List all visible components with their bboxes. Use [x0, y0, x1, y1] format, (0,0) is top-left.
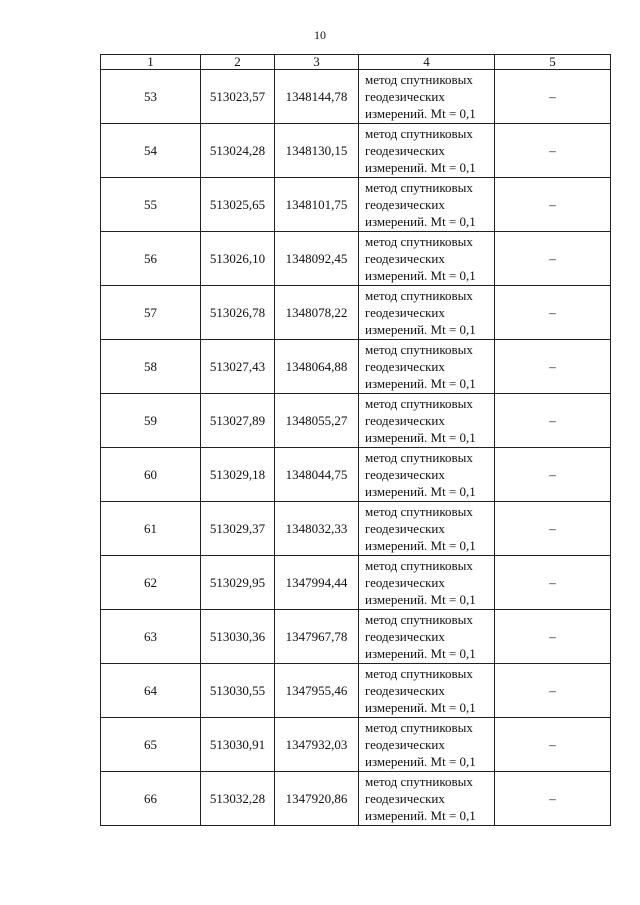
method-line: метод спутниковых	[365, 774, 473, 789]
coord-y: 1347920,86	[275, 772, 359, 826]
extra-cell: –	[495, 772, 611, 826]
method-line: измерений. Mt = 0,1	[365, 484, 476, 499]
method-line: метод спутниковых	[365, 450, 473, 465]
method-cell	[359, 70, 495, 124]
method-line: измерений. Mt = 0,1	[365, 538, 476, 553]
coord-x: 513024,28	[201, 124, 275, 178]
extra-cell: –	[495, 178, 611, 232]
header-row	[101, 55, 611, 70]
method-line: измерений. Mt = 0,1	[365, 754, 476, 769]
header-col-5: 5	[495, 55, 611, 70]
point-number: 54	[101, 124, 201, 178]
point-number: 57	[101, 286, 201, 340]
method-cell	[359, 718, 495, 772]
extra-cell: –	[495, 286, 611, 340]
method-line: измерений. Mt = 0,1	[365, 430, 476, 445]
coord-x: 513026,78	[201, 286, 275, 340]
coord-x: 513029,95	[201, 556, 275, 610]
method-line: метод спутниковых	[365, 126, 473, 141]
point-number: 64	[101, 664, 201, 718]
method-cell	[359, 448, 495, 502]
method-line: измерений. Mt = 0,1	[365, 214, 476, 229]
point-number: 65	[101, 718, 201, 772]
point-number: 61	[101, 502, 201, 556]
coord-y: 1347967,78	[275, 610, 359, 664]
method-line: метод спутниковых	[365, 612, 473, 627]
header-col-4: 4	[359, 55, 495, 70]
method-line: метод спутниковых	[365, 180, 473, 195]
method-line: измерений. Mt = 0,1	[365, 808, 476, 823]
method-line: метод спутниковых	[365, 558, 473, 573]
method-line: геодезических	[365, 467, 445, 482]
method-line: геодезических	[365, 251, 445, 266]
point-number: 62	[101, 556, 201, 610]
extra-cell: –	[495, 502, 611, 556]
extra-cell: –	[495, 718, 611, 772]
extra-cell: –	[495, 610, 611, 664]
point-number: 56	[101, 232, 201, 286]
coord-y: 1348064,88	[275, 340, 359, 394]
method-line: геодезических	[365, 521, 445, 536]
method-line: метод спутниковых	[365, 72, 473, 87]
method-line: измерений. Mt = 0,1	[365, 268, 476, 283]
method-line: метод спутниковых	[365, 288, 473, 303]
method-line: геодезических	[365, 305, 445, 320]
method-cell	[359, 124, 495, 178]
method-cell	[359, 178, 495, 232]
method-line: геодезических	[365, 143, 445, 158]
method-cell	[359, 556, 495, 610]
point-number: 63	[101, 610, 201, 664]
coord-x: 513030,91	[201, 718, 275, 772]
point-number: 55	[101, 178, 201, 232]
table-row	[101, 610, 611, 664]
coord-y: 1348044,75	[275, 448, 359, 502]
table-row	[101, 124, 611, 178]
method-line: измерений. Mt = 0,1	[365, 322, 476, 337]
header-col-3: 3	[275, 55, 359, 70]
coord-x: 513027,89	[201, 394, 275, 448]
method-cell	[359, 232, 495, 286]
coord-y: 1348032,33	[275, 502, 359, 556]
method-cell	[359, 286, 495, 340]
method-line: метод спутниковых	[365, 342, 473, 357]
table-row	[101, 394, 611, 448]
extra-cell: –	[495, 340, 611, 394]
header-col-2: 2	[201, 55, 275, 70]
extra-cell: –	[495, 124, 611, 178]
method-cell	[359, 502, 495, 556]
method-line: геодезических	[365, 89, 445, 104]
table-row	[101, 340, 611, 394]
coord-x: 513029,18	[201, 448, 275, 502]
method-line: измерений. Mt = 0,1	[365, 376, 476, 391]
method-cell	[359, 340, 495, 394]
coord-y: 1348144,78	[275, 70, 359, 124]
point-number: 66	[101, 772, 201, 826]
method-line: метод спутниковых	[365, 234, 473, 249]
method-line: метод спутниковых	[365, 396, 473, 411]
method-cell	[359, 610, 495, 664]
point-number: 53	[101, 70, 201, 124]
table-row	[101, 286, 611, 340]
method-cell	[359, 394, 495, 448]
method-line: метод спутниковых	[365, 504, 473, 519]
method-cell	[359, 664, 495, 718]
method-cell	[359, 772, 495, 826]
table-row	[101, 232, 611, 286]
coord-y: 1348101,75	[275, 178, 359, 232]
table-row	[101, 556, 611, 610]
coord-y: 1348078,22	[275, 286, 359, 340]
coord-x: 513023,57	[201, 70, 275, 124]
point-number: 58	[101, 340, 201, 394]
extra-cell: –	[495, 394, 611, 448]
coord-y: 1347955,46	[275, 664, 359, 718]
method-line: геодезических	[365, 413, 445, 428]
point-number: 60	[101, 448, 201, 502]
coord-x: 513029,37	[201, 502, 275, 556]
method-line: геодезических	[365, 629, 445, 644]
method-line: геодезических	[365, 575, 445, 590]
method-line: измерений. Mt = 0,1	[365, 160, 476, 175]
coord-y: 1348092,45	[275, 232, 359, 286]
method-line: метод спутниковых	[365, 666, 473, 681]
method-line: геодезических	[365, 359, 445, 374]
method-line: геодезических	[365, 791, 445, 806]
coord-y: 1347994,44	[275, 556, 359, 610]
table-row	[101, 664, 611, 718]
method-line: измерений. Mt = 0,1	[365, 106, 476, 121]
extra-cell: –	[495, 556, 611, 610]
extra-cell: –	[495, 70, 611, 124]
coord-y: 1347932,03	[275, 718, 359, 772]
table-row	[101, 718, 611, 772]
coord-x: 513030,36	[201, 610, 275, 664]
coord-y: 1348130,15	[275, 124, 359, 178]
extra-cell: –	[495, 232, 611, 286]
method-line: измерений. Mt = 0,1	[365, 700, 476, 715]
coord-x: 513032,28	[201, 772, 275, 826]
table-row	[101, 502, 611, 556]
method-line: геодезических	[365, 737, 445, 752]
coord-y: 1348055,27	[275, 394, 359, 448]
method-line: геодезических	[365, 683, 445, 698]
page-number: 10	[314, 28, 326, 42]
extra-cell: –	[495, 664, 611, 718]
method-line: измерений. Mt = 0,1	[365, 646, 476, 661]
coord-x: 513030,55	[201, 664, 275, 718]
method-line: метод спутниковых	[365, 720, 473, 735]
table-row	[101, 772, 611, 826]
coord-x: 513025,65	[201, 178, 275, 232]
method-line: геодезических	[365, 197, 445, 212]
coordinates-table	[100, 54, 611, 826]
table-row	[101, 448, 611, 502]
extra-cell: –	[495, 448, 611, 502]
header-col-1: 1	[101, 55, 201, 70]
coord-x: 513026,10	[201, 232, 275, 286]
table-row	[101, 70, 611, 124]
table-row	[101, 178, 611, 232]
table-header	[101, 55, 611, 70]
coord-x: 513027,43	[201, 340, 275, 394]
point-number: 59	[101, 394, 201, 448]
table-body	[101, 70, 611, 826]
method-line: измерений. Mt = 0,1	[365, 592, 476, 607]
